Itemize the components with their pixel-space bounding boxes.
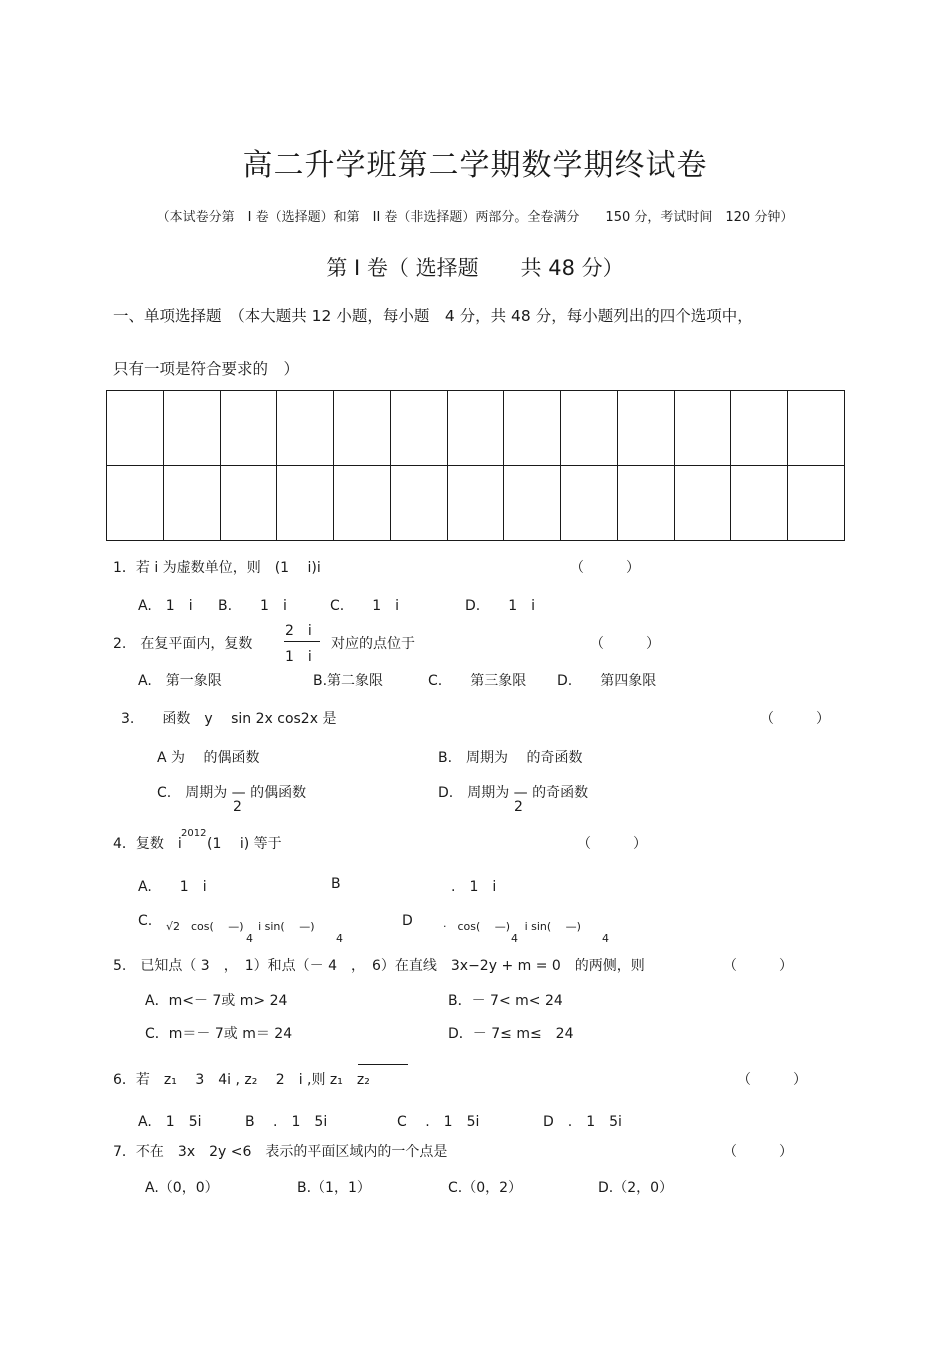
answer-grid	[106, 390, 845, 541]
q3-option-a: A 为 的偶函数	[157, 750, 260, 766]
q5-stem: 5. 已知点（ 3 ， 1）和点（－ 4 ， 6）在直线 3x−2y + m = 0 的两侧，则	[113, 958, 645, 974]
q3-option-d-denominator: 2	[514, 799, 523, 815]
q3-option-c: C. 周期为 — 的偶函数	[157, 785, 307, 801]
answer-cell[interactable]	[390, 391, 447, 466]
q4-stem: 4．复数 i	[113, 836, 182, 852]
q7-option-c: C.（0，2）	[448, 1180, 523, 1196]
q2-stem-tail: 对应的点位于	[331, 636, 415, 652]
q2-option-c: C. 第三象限	[428, 673, 527, 689]
q3-option-c-denominator: 2	[233, 799, 242, 815]
answer-cell[interactable]	[334, 466, 391, 541]
answer-cell[interactable]	[107, 391, 164, 466]
answer-cell[interactable]	[107, 466, 164, 541]
q2-option-a: A. 第一象限	[138, 673, 222, 689]
q5-option-d: D．－ 7≤ m≤ 24	[448, 1026, 574, 1042]
q5-answer-paren: （ ）	[723, 958, 793, 974]
q2-option-d: D. 第四象限	[557, 673, 657, 689]
q3-stem: 3. 函数 y sin 2x cos2x 是	[121, 711, 337, 727]
q4-option-b: . 1 i	[451, 879, 497, 895]
q4-option-c-den-2: 4	[336, 932, 343, 945]
page-title: 高二升学班第二学期数学期终试卷	[242, 148, 708, 183]
q5-option-c: C．m＝－ 7或 m＝ 24	[145, 1026, 293, 1042]
instructions-line1: 一、单项选择题 （本大题共 12 小题，每小题 4 分，共 48 分，每小题列出的四个选项中，	[113, 307, 753, 325]
q4-option-a: A. 1 i	[138, 879, 207, 895]
q4-option-c: √2 cos( —) i sin( —)	[166, 920, 315, 933]
q7-option-d: D.（2，0）	[598, 1180, 674, 1196]
answer-cell[interactable]	[561, 391, 618, 466]
answer-cell[interactable]	[390, 466, 447, 541]
q5-option-a: A．m<－ 7或 m> 24	[145, 993, 288, 1009]
q1-answer-paren: （ ）	[570, 560, 640, 576]
answer-cell[interactable]	[504, 391, 561, 466]
q4-option-b-letter: B	[331, 876, 341, 892]
answer-cell[interactable]	[163, 466, 220, 541]
q4-answer-paren: （ ）	[577, 836, 647, 852]
answer-cell[interactable]	[788, 391, 845, 466]
q4-option-c-letter: C.	[138, 913, 153, 929]
q1-stem: 1．若 i 为虚数单位，则 (1 i)i	[113, 560, 321, 576]
answer-cell[interactable]	[447, 391, 504, 466]
q2-option-b: B.第二象限	[313, 673, 384, 689]
answer-cell[interactable]	[277, 466, 334, 541]
q4-option-d-letter: D	[402, 913, 413, 929]
answer-cell[interactable]	[617, 391, 674, 466]
answer-cell[interactable]	[731, 466, 788, 541]
q5-option-b: B．－ 7< m< 24	[448, 993, 563, 1009]
answer-cell[interactable]	[788, 466, 845, 541]
q7-option-b: B.（1，1）	[297, 1180, 371, 1196]
answer-cell[interactable]	[447, 466, 504, 541]
q3-option-b: B. 周期为 的奇函数	[438, 750, 583, 766]
q6-answer-paren: （ ）	[737, 1072, 807, 1088]
answer-cell[interactable]	[731, 391, 788, 466]
answer-cell[interactable]	[163, 391, 220, 466]
q6-option-b: B . 1 5i	[245, 1114, 328, 1130]
q2-denominator: 1 i	[285, 649, 312, 665]
exam-note: （本试卷分第 I 卷（选择题）和第 II 卷（非选择题）两部分。全卷满分 150 分，考试时间 120 分钟）	[156, 210, 794, 225]
q4-stem-tail: (1 i) 等于	[207, 836, 282, 852]
q1-option-c: C. 1 i	[330, 598, 400, 614]
q4-exponent: 2012	[181, 828, 207, 839]
q7-answer-paren: （ ）	[723, 1144, 793, 1160]
answer-cell[interactable]	[617, 466, 674, 541]
answer-cell[interactable]	[220, 466, 277, 541]
answer-cell[interactable]	[220, 391, 277, 466]
q4-option-d-den-1: 4	[511, 932, 518, 945]
q3-answer-paren: （ ）	[760, 711, 830, 727]
q1-option-b: B. 1 i	[218, 598, 287, 614]
q6-option-a: A. 1 5i	[138, 1114, 202, 1130]
q2-numerator: 2 i	[285, 623, 312, 639]
q4-option-d-den-2: 4	[602, 932, 609, 945]
answer-cell[interactable]	[674, 466, 731, 541]
answer-cell[interactable]	[504, 466, 561, 541]
answer-cell[interactable]	[674, 391, 731, 466]
q4-option-c-den-1: 4	[246, 932, 253, 945]
q7-option-a: A.（0，0）	[145, 1180, 219, 1196]
section-heading: 第 I 卷（ 选择题 共 48 分）	[326, 256, 624, 280]
q6-option-c: C . 1 5i	[397, 1114, 480, 1130]
q2-fraction-bar	[284, 641, 320, 642]
q2-answer-paren: （ ）	[590, 636, 660, 652]
answer-cell[interactable]	[334, 391, 391, 466]
q4-option-d: · cos( —) i sin( —)	[443, 920, 581, 933]
q6-option-d: D . 1 5i	[543, 1114, 622, 1130]
q6-conjugate-bar	[358, 1064, 408, 1065]
q1-option-a: A. 1 i	[138, 598, 193, 614]
answer-cell[interactable]	[561, 466, 618, 541]
q7-stem: 7．不在 3x 2y <6 表示的平面区域内的一个点是	[113, 1144, 448, 1160]
q6-stem: 6．若 z₁ 3 4i , z₂ 2 i ,则 z₁ z₂	[113, 1072, 370, 1088]
answer-cell[interactable]	[277, 391, 334, 466]
instructions-line2: 只有一项是符合要求的 ）	[113, 360, 300, 378]
q2-stem: 2. 在复平面内，复数	[113, 636, 253, 652]
q1-option-d: D. 1 i	[465, 598, 536, 614]
q3-option-d: D. 周期为 — 的奇函数	[438, 785, 589, 801]
